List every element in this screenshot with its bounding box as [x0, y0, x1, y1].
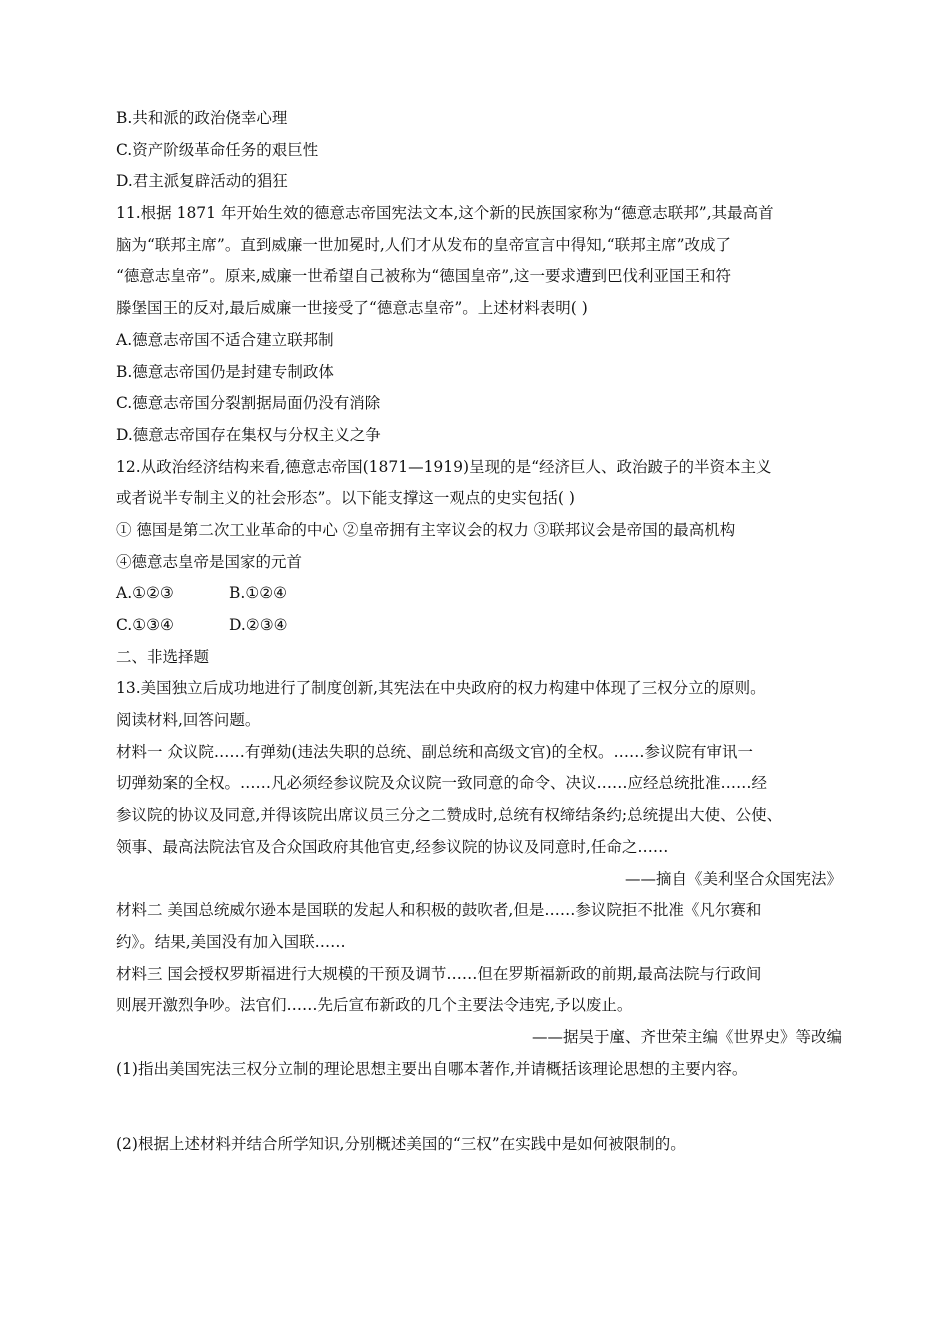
q12-option-d: D.②③④ — [229, 616, 288, 634]
material3-line: 则展开激烈争吵。法官们……先后宣布新政的几个主要法令违宪,予以废止。 — [116, 996, 633, 1015]
q11-stem-line: 脑为“联邦主席”。直到威廉一世加冕时,人们才从发布的皇帝宣言中得知,“联邦主席”改成了 — [116, 235, 732, 254]
answer-space — [116, 1090, 846, 1134]
q12-stem-line: ① 德国是第二次工业革命的中心 ②皇帝拥有主宰议会的权力 ③联邦议会是帝国的最高机构 — [116, 520, 736, 539]
q10-option-c: C.资产阶级革命任务的艰巨性 — [116, 140, 319, 159]
q13-subquestion-1: (1)指出美国宪法三权分立制的理论思想主要出自哪本著作,并请概括该理论思想的主要内容。 — [116, 1059, 748, 1078]
material1-line: 切弹劾案的全权。……凡必须经参议院及众议院一致同意的命令、决议……应经总统批准……经 — [116, 774, 768, 793]
q12-stem-line: 12.从政治经济结构来看,德意志帝国(1871—1919)呈现的是“经济巨人、政治跛子的半资本主义 — [116, 457, 772, 476]
q12-stem-line: ④德意志皇帝是国家的元首 — [116, 552, 303, 571]
q11-option-c: C.德意志帝国分裂割据局面仍没有消除 — [116, 394, 381, 413]
material3-line: 材料三 国会授权罗斯福进行大规模的干预及调节……但在罗斯福新政的前期,最高法院与行政间 — [116, 964, 762, 983]
q12-options-row — [116, 615, 846, 635]
material1-line: 参议院的协议及同意,并得该院出席议员三分之二赞成时,总统有权缔结条约;总统提出大使、公使、 — [116, 806, 783, 825]
q11-option-b: B.德意志帝国仍是封建专制政体 — [116, 362, 334, 381]
material2-line: 材料二 美国总统威尔逊本是国联的发起人和积极的鼓吹者,但是……参议院拒不批准《凡尔赛和 — [116, 901, 762, 920]
q13-stem-line: 阅读材料,回答问题。 — [116, 711, 261, 730]
q11-stem-line: 滕堡国王的反对,最后威廉一世接受了“德意志皇帝”。上述材料表明( ) — [116, 299, 588, 318]
q12-option-b: B.①②④ — [229, 584, 288, 603]
q12-options-row — [116, 583, 846, 603]
q11-option-a: A.德意志帝国不适合建立联邦制 — [116, 330, 334, 349]
q11-stem-line: 11.根据 1871 年开始生效的德意志帝国宪法文本,这个新的民族国家称为“德意志联邦”,其最高首 — [116, 204, 774, 223]
q12-stem-line: 或者说半专制主义的社会形态”。以下能支撑这一观点的史实包括( ) — [116, 489, 575, 508]
material2-line: 约》。结果,美国没有加入国联…… — [116, 932, 346, 951]
material1-line: 材料一 众议院……有弹劾(违法失职的总统、副总统和高级文官)的全权。……参议院有审讯一 — [116, 742, 754, 761]
material1-line: 领事、最高法院法官及合众国政府其他官吏,经参议院的协议及同意时,任命之…… — [116, 837, 669, 856]
q10-option-b: B.共和派的政治侥幸心理 — [116, 109, 288, 127]
material1-source: ——摘自《美利坚合众国宪法》 — [624, 869, 842, 888]
q11-stem-line: “德意志皇帝”。原来,威廉一世希望自己被称为“德国皇帝”,这一要求遭到巴伐利亚国王和符 — [116, 267, 732, 286]
q12-option-c: C.①③④ — [116, 616, 174, 634]
q11-option-d: D.德意志帝国存在集权与分权主义之争 — [116, 425, 381, 444]
q12-option-a: A.①②③ — [116, 584, 174, 603]
exam-page — [116, 108, 846, 1166]
material3-source: ——据吴于廑、齐世荣主编《世界史》等改编 — [531, 1027, 842, 1046]
section-heading: 二、非选择题 — [116, 647, 210, 666]
q13-subquestion-2: (2)根据上述材料并结合所学知识,分别概述美国的“三权”在实践中是如何被限制的。 — [116, 1135, 686, 1154]
q13-stem-line: 13.美国独立后成功地进行了制度创新,其宪法在中央政府的权力构建中体现了三权分立的原则。 — [116, 679, 766, 698]
q10-option-d: D.君主派复辟活动的猖狂 — [116, 172, 288, 191]
